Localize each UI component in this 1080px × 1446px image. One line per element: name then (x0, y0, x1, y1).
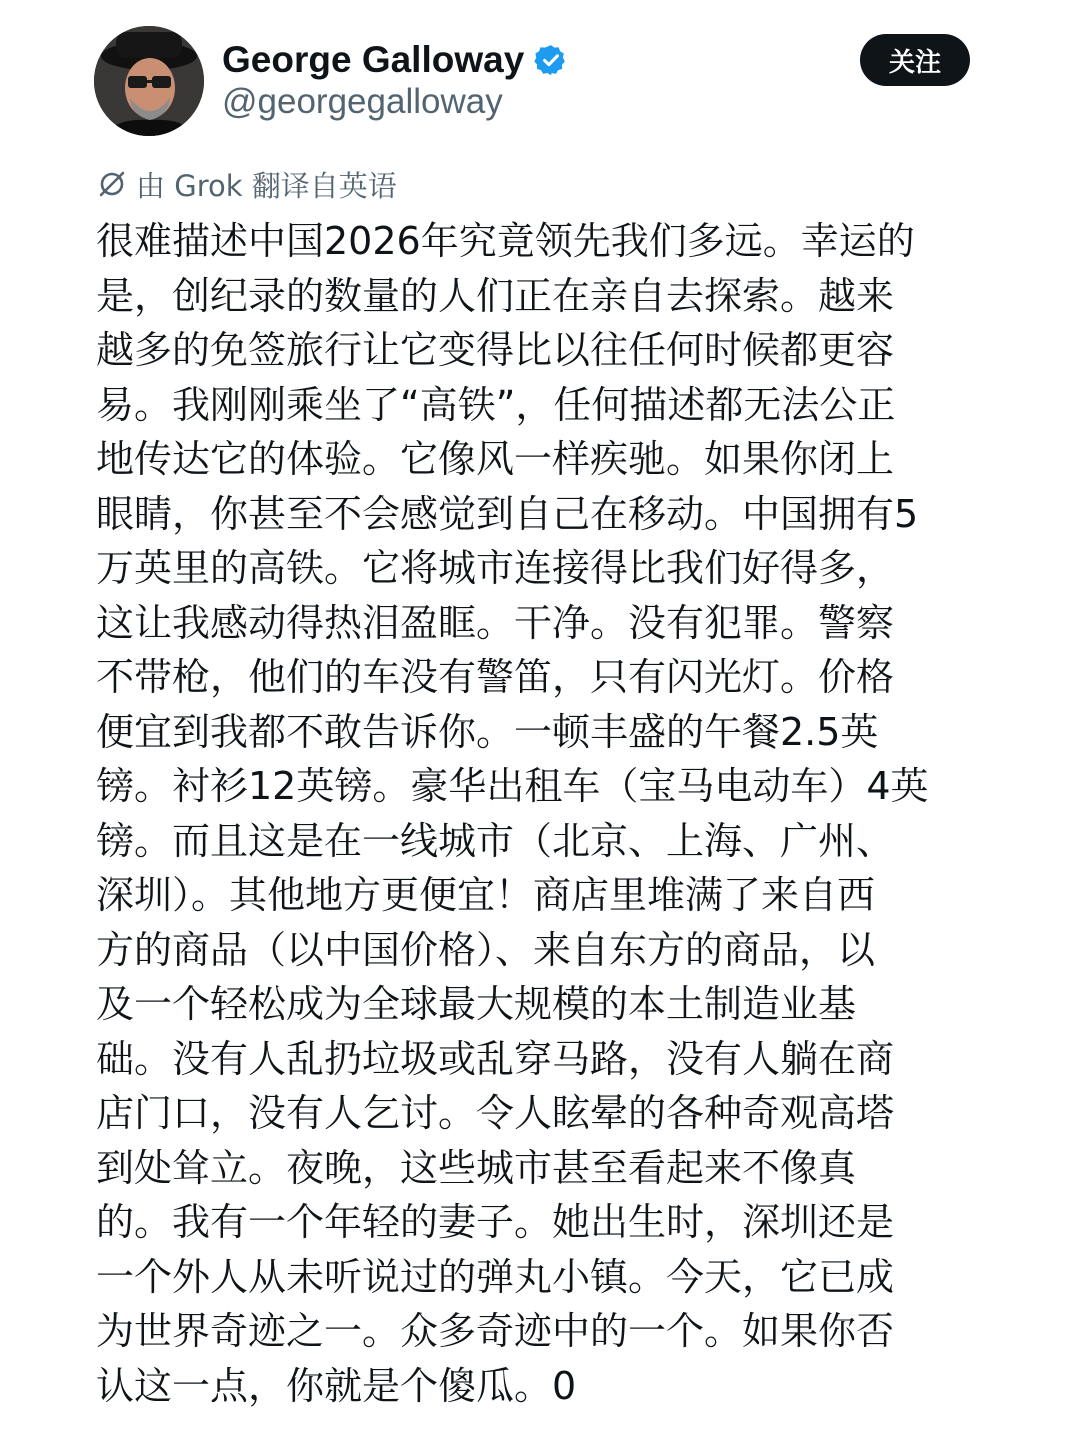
tweet-line: 深圳）。其他地方更便宜！商店里堆满了来自西 (96, 873, 876, 917)
tweet-line: 万英里的高铁。它将城市连接得比我们好得多， (96, 546, 895, 590)
tweet-line: 眼睛，你甚至不会感觉到自己在移动。中国拥有5 (96, 491, 919, 536)
tweet-line: 到处耸立。夜晚，这些城市甚至看起来不像真 (96, 1145, 857, 1190)
tweet-line: 为世界奇迹之一。众多奇迹中的一个。如果你否 (96, 1309, 895, 1353)
tweet-line: 方的商品（以中国价格）、来自东方的商品，以 (96, 927, 876, 972)
grok-icon (96, 168, 128, 200)
tweet-line: 这让我感动得热泪盈眶。干净。没有犯罪。警察 (96, 600, 895, 645)
tweet-line: 不带枪，他们的车没有警笛，只有闪光灯。价格 (96, 655, 895, 699)
tweet-header (0, 0, 1080, 160)
tweet-line: 易。我刚刚乘坐了“高铁”，任何描述都无法公正 (96, 382, 896, 427)
tweet-line: 镑。而且这是在一线城市（北京、上海、广州、 (96, 818, 895, 863)
tweet-line: 便宜到我都不敢告诉你。一顿丰盛的午餐2.5英 (96, 709, 879, 754)
author-handle[interactable]: @georgegalloway (222, 82, 503, 121)
verified-badge-icon (534, 43, 568, 77)
tweet-line: 础。没有人乱扔垃圾或乱穿马路，没有人躺在商 (96, 1036, 895, 1081)
avatar[interactable] (94, 26, 204, 136)
translation-notice[interactable] (96, 164, 397, 204)
avatar-portrait-icon (94, 26, 204, 136)
follow-button[interactable]: 关注 (860, 34, 970, 86)
translation-label: 由 Grok 翻译自英语 (136, 168, 397, 203)
tweet-line: 是，创纪录的数量的人们正在亲自去探索。越来 (96, 273, 895, 318)
tweet-line: 越多的免签旅行让它变得比以往任何时候都更容 (96, 328, 895, 372)
tweet-line: 认这一点，你就是个傻瓜。0 (96, 1363, 577, 1408)
tweet-line: 镑。衬衫12英镑。豪华出租车（宝马电动车）4英 (96, 764, 929, 808)
tweet-line: 很难描述中国2026年究竟领先我们多远。幸运的 (96, 219, 915, 263)
tweet-line: 地传达它的体验。它像风一样疾驰。如果你闭上 (96, 437, 895, 481)
author-display-name[interactable]: George Galloway (222, 39, 525, 80)
tweet-body (96, 214, 996, 1413)
tweet-line: 及一个轻松成为全球最大规模的本土制造业基 (96, 982, 857, 1026)
author-name-row (222, 36, 568, 84)
tweet-line: 的。我有一个年轻的妻子。她出生时，深圳还是 (96, 1200, 895, 1244)
tweet-line: 店门口，没有人乞讨。令人眩晕的各种奇观高塔 (96, 1091, 895, 1135)
tweet-line: 一个外人从未听说过的弹丸小镇。今天，它已成 (96, 1254, 895, 1299)
